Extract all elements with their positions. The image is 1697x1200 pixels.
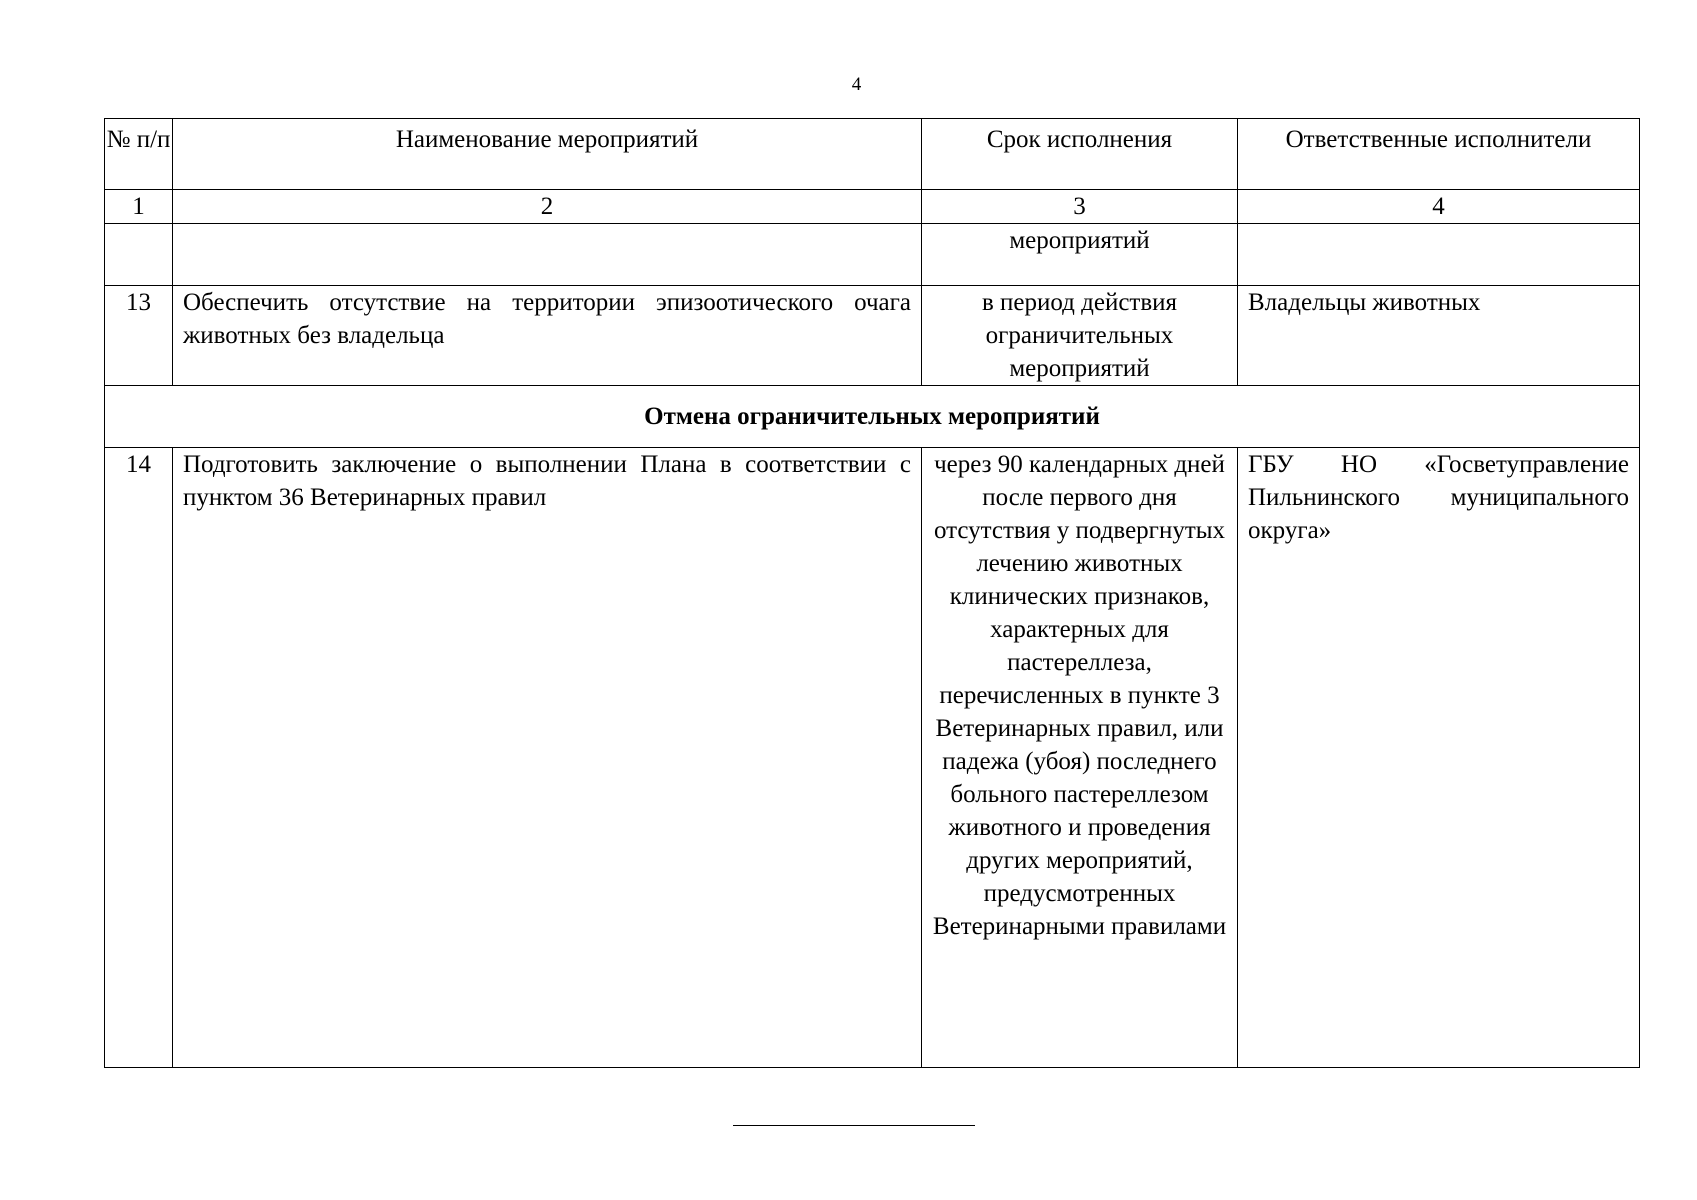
row-13-num: 13 [105, 286, 173, 386]
table-index-row [105, 190, 1640, 224]
row-14-name: Подготовить заключение о выполнении Плана в соответствии с пунктом 36 Ветеринарных правил [173, 448, 922, 1068]
index-cell-4: 4 [1238, 190, 1640, 224]
page-number: 4 [851, 74, 862, 95]
row-responsible-cell [1238, 224, 1640, 286]
header-num: № п/п [105, 119, 173, 190]
header-responsible: Ответственные исполнители [1238, 119, 1640, 190]
table-header-row [105, 119, 1640, 190]
row-14-num: 14 [105, 448, 173, 1068]
header-deadline: Срок исполнения [922, 119, 1238, 190]
index-cell-2: 2 [173, 190, 922, 224]
row-deadline-cell: мероприятий [922, 224, 1238, 286]
row-13-responsible: Владельцы животных [1238, 286, 1640, 386]
row-num-cell [105, 224, 173, 286]
header-name: Наименование мероприятий [173, 119, 922, 190]
index-cell-1: 1 [105, 190, 173, 224]
row-14-deadline: через 90 календарных дней после первого дня отсутствия у подвергнутых лечению животных клинических признаков, характерных для пастереллеза, перечисленных в пункте 3 Ветеринарных правил, или падежа (убоя) последнего больного пастереллезом животного и проведения других мероприятий, предусмотренных Ветеринарными правилами [922, 448, 1238, 1068]
row-13-name: Обеспечить отсутствие на территории эпизоотического очага животных без владельца [173, 286, 922, 386]
table-row [105, 224, 1640, 286]
table-row [105, 286, 1640, 386]
row-name-cell [173, 224, 922, 286]
index-cell-3: 3 [922, 190, 1238, 224]
table-row [105, 448, 1640, 1068]
section-title: Отмена ограничительных мероприятий [105, 386, 1640, 448]
row-13-deadline: в период действия ограничительных мероприятий [922, 286, 1238, 386]
row-14-responsible: ГБУ НО «Госветуправление Пильнинского муниципального округа» [1238, 448, 1640, 1068]
section-row [105, 386, 1640, 448]
plan-table [104, 118, 1640, 1068]
footer-divider [733, 1125, 975, 1126]
